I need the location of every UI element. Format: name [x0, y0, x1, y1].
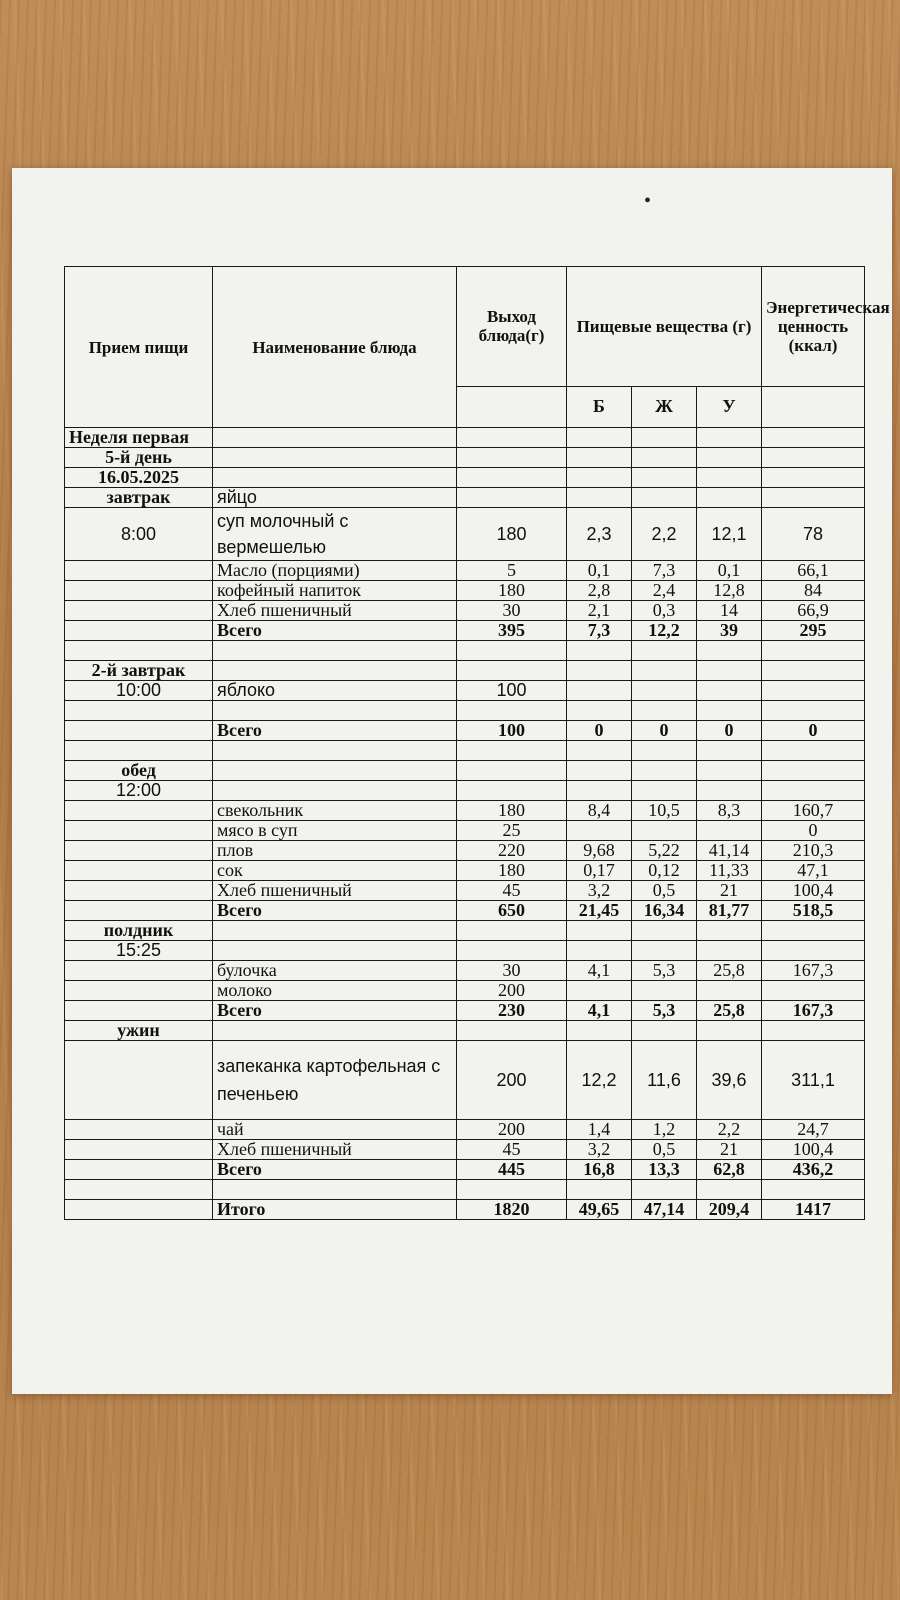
dish-fat: 1,2 — [632, 1120, 697, 1140]
dish-yield: 200 — [457, 1041, 567, 1120]
dish-name: свекольник — [213, 801, 457, 821]
total-fat: 13,3 — [632, 1160, 697, 1180]
dish-name: суп молочный с вермешелью — [213, 508, 457, 561]
grand-total-yield: 1820 — [457, 1200, 567, 1220]
table-row — [65, 841, 865, 861]
header-yield: Выход блюда(г) — [457, 267, 567, 387]
total-carbs: 39 — [697, 621, 762, 641]
dish-fat: 0,5 — [632, 1140, 697, 1160]
total-fat: 0 — [632, 721, 697, 741]
dish-name: Хлеб пшеничный — [213, 881, 457, 901]
table-row — [65, 981, 865, 1001]
meal-time: 12:00 — [65, 781, 213, 801]
dish-name: плов — [213, 841, 457, 861]
total-row — [65, 901, 865, 921]
dish-yield: 30 — [457, 961, 567, 981]
dish-protein: 2,1 — [567, 601, 632, 621]
dish-protein: 1,4 — [567, 1120, 632, 1140]
table-row — [65, 561, 865, 581]
dish-yield: 5 — [457, 561, 567, 581]
week-row — [65, 428, 865, 448]
dish-kcal: 0 — [762, 821, 865, 841]
total-carbs: 81,77 — [697, 901, 762, 921]
dish-name: сок — [213, 861, 457, 881]
total-yield: 230 — [457, 1001, 567, 1021]
meal-time: 15:25 — [65, 941, 213, 961]
header-nutrients: Пищевые вещества (г) — [567, 267, 762, 387]
dish-kcal: 78 — [762, 508, 865, 561]
ink-speck: • — [644, 190, 652, 212]
total-row — [65, 721, 865, 741]
dish-fat: 10,5 — [632, 801, 697, 821]
total-kcal: 0 — [762, 721, 865, 741]
meal-lunch: обед — [65, 761, 213, 781]
day-label: 5-й день — [65, 448, 213, 468]
table-row — [65, 801, 865, 821]
meal-time: 8:00 — [65, 508, 213, 561]
dish-yield: 180 — [457, 508, 567, 561]
total-kcal: 436,2 — [762, 1160, 865, 1180]
date-row — [65, 468, 865, 488]
dish-kcal: 84 — [762, 581, 865, 601]
dish-kcal: 24,7 — [762, 1120, 865, 1140]
dish-carbs: 21 — [697, 881, 762, 901]
menu-table-container — [64, 266, 890, 1220]
table-row — [65, 681, 865, 701]
menu-table — [64, 266, 890, 1220]
dish-name: чай — [213, 1120, 457, 1140]
dish-carbs: 21 — [697, 1140, 762, 1160]
dish-yield: 220 — [457, 841, 567, 861]
total-label: Всего — [213, 721, 457, 741]
total-protein: 16,8 — [567, 1160, 632, 1180]
week-label: Неделя первая — [65, 428, 213, 448]
dish-carbs: 8,3 — [697, 801, 762, 821]
table-row — [65, 601, 865, 621]
empty-row — [65, 641, 865, 661]
table-row — [65, 581, 865, 601]
dish-kcal: 100,4 — [762, 881, 865, 901]
empty-row — [65, 741, 865, 761]
total-row — [65, 1001, 865, 1021]
header-fat: Ж — [632, 386, 697, 427]
dish-protein: 0,1 — [567, 561, 632, 581]
dish-fat: 0,12 — [632, 861, 697, 881]
table-row — [65, 761, 865, 781]
date-label: 16.05.2025 — [65, 468, 213, 488]
total-carbs: 0 — [697, 721, 762, 741]
dish-yield: 45 — [457, 881, 567, 901]
table-row — [65, 941, 865, 961]
header-meal: Прием пищи — [65, 267, 213, 428]
header-carbs: У — [697, 386, 762, 427]
dish-yield: 200 — [457, 981, 567, 1001]
dish-name: Хлеб пшеничный — [213, 1140, 457, 1160]
dish-name: булочка — [213, 961, 457, 981]
dish-carbs: 12,8 — [697, 581, 762, 601]
table-row — [65, 821, 865, 841]
dish-yield: 180 — [457, 801, 567, 821]
meal-breakfast: завтрак — [65, 488, 213, 508]
table-row — [65, 781, 865, 801]
total-fat: 5,3 — [632, 1001, 697, 1021]
header-yield-blank — [457, 386, 567, 427]
grand-total-label: Итого — [213, 1200, 457, 1220]
table-row — [65, 661, 865, 681]
total-kcal: 518,5 — [762, 901, 865, 921]
dish-fat: 5,3 — [632, 961, 697, 981]
dish-kcal: 311,1 — [762, 1041, 865, 1120]
grand-total-kcal: 1417 — [762, 1200, 865, 1220]
total-fat: 16,34 — [632, 901, 697, 921]
meal-second-breakfast: 2-й завтрак — [65, 661, 213, 681]
total-fat: 12,2 — [632, 621, 697, 641]
dish-fat: 0,3 — [632, 601, 697, 621]
dish-carbs: 12,1 — [697, 508, 762, 561]
header-energy: Энергетическая ценность (ккал) — [762, 267, 865, 387]
dish-fat: 7,3 — [632, 561, 697, 581]
dish-fat: 11,6 — [632, 1041, 697, 1120]
dish-protein: 3,2 — [567, 881, 632, 901]
total-protein: 7,3 — [567, 621, 632, 641]
dish-protein: 12,2 — [567, 1041, 632, 1120]
dish-fat — [632, 821, 697, 841]
total-yield: 395 — [457, 621, 567, 641]
dish-kcal: 167,3 — [762, 961, 865, 981]
day-row — [65, 448, 865, 468]
total-label: Всего — [213, 1160, 457, 1180]
dish-protein: 8,4 — [567, 801, 632, 821]
table-row — [65, 921, 865, 941]
dish-fat: 2,4 — [632, 581, 697, 601]
dish-carbs: 2,2 — [697, 1120, 762, 1140]
total-label: Всего — [213, 1001, 457, 1021]
table-row — [65, 861, 865, 881]
dish-yield: 30 — [457, 601, 567, 621]
grand-total-fat: 47,14 — [632, 1200, 697, 1220]
dish-name: Хлеб пшеничный — [213, 601, 457, 621]
total-protein: 0 — [567, 721, 632, 741]
dish-kcal: 66,1 — [762, 561, 865, 581]
dish-protein: 0,17 — [567, 861, 632, 881]
dish-name: кофейный напиток — [213, 581, 457, 601]
dish-yield: 45 — [457, 1140, 567, 1160]
header-dish: Наименование блюда — [213, 267, 457, 428]
dish-yield: 180 — [457, 861, 567, 881]
dish-yield: 200 — [457, 1120, 567, 1140]
dish-carbs: 0,1 — [697, 561, 762, 581]
table-row — [65, 508, 865, 561]
meal-time: 10:00 — [65, 681, 213, 701]
total-kcal: 295 — [762, 621, 865, 641]
table-row — [65, 1140, 865, 1160]
menu-sheet — [12, 168, 892, 1394]
dish-carbs: 11,33 — [697, 861, 762, 881]
dish-carbs — [697, 821, 762, 841]
dish-kcal: 210,3 — [762, 841, 865, 861]
total-kcal: 167,3 — [762, 1001, 865, 1021]
total-row — [65, 1160, 865, 1180]
meal-dinner: ужин — [65, 1021, 213, 1041]
dish-fat: 5,22 — [632, 841, 697, 861]
dish-protein: 4,1 — [567, 961, 632, 981]
grand-total-row — [65, 1200, 865, 1220]
total-row — [65, 621, 865, 641]
dish-yield: 25 — [457, 821, 567, 841]
header-energy-blank — [762, 386, 865, 427]
table-row — [65, 881, 865, 901]
dish-name: Масло (порциями) — [213, 561, 457, 581]
empty-row — [65, 701, 865, 721]
dish-carbs: 14 — [697, 601, 762, 621]
dish-kcal: 100,4 — [762, 1140, 865, 1160]
empty-row — [65, 1180, 865, 1200]
dish-carbs: 25,8 — [697, 961, 762, 981]
dish-yield: 180 — [457, 581, 567, 601]
total-protein: 21,45 — [567, 901, 632, 921]
dish-yield: 100 — [457, 681, 567, 701]
dish-fat: 2,2 — [632, 508, 697, 561]
total-label: Всего — [213, 901, 457, 921]
table-row — [65, 488, 865, 508]
total-label: Всего — [213, 621, 457, 641]
header-row — [65, 267, 865, 387]
dish-protein: 2,8 — [567, 581, 632, 601]
dish-carbs: 41,14 — [697, 841, 762, 861]
dish-protein — [567, 821, 632, 841]
dish-name: яйцо — [213, 488, 457, 508]
table-row — [65, 1041, 865, 1120]
grand-total-protein: 49,65 — [567, 1200, 632, 1220]
total-carbs: 62,8 — [697, 1160, 762, 1180]
dish-carbs: 39,6 — [697, 1041, 762, 1120]
total-yield: 445 — [457, 1160, 567, 1180]
total-yield: 100 — [457, 721, 567, 741]
table-row — [65, 961, 865, 981]
table-row — [65, 1120, 865, 1140]
total-yield: 650 — [457, 901, 567, 921]
dish-protein: 2,3 — [567, 508, 632, 561]
meal-snack: полдник — [65, 921, 213, 941]
total-protein: 4,1 — [567, 1001, 632, 1021]
table-row — [65, 1021, 865, 1041]
grand-total-carbs: 209,4 — [697, 1200, 762, 1220]
header-protein: Б — [567, 386, 632, 427]
dish-kcal: 47,1 — [762, 861, 865, 881]
dish-name: яблоко — [213, 681, 457, 701]
dish-kcal: 160,7 — [762, 801, 865, 821]
dish-protein: 3,2 — [567, 1140, 632, 1160]
dish-name: молоко — [213, 981, 457, 1001]
total-carbs: 25,8 — [697, 1001, 762, 1021]
dish-fat: 0,5 — [632, 881, 697, 901]
dish-name: запеканка картофельная с печеньею — [213, 1041, 457, 1120]
dish-protein: 9,68 — [567, 841, 632, 861]
dish-kcal: 66,9 — [762, 601, 865, 621]
dish-name: мясо в суп — [213, 821, 457, 841]
